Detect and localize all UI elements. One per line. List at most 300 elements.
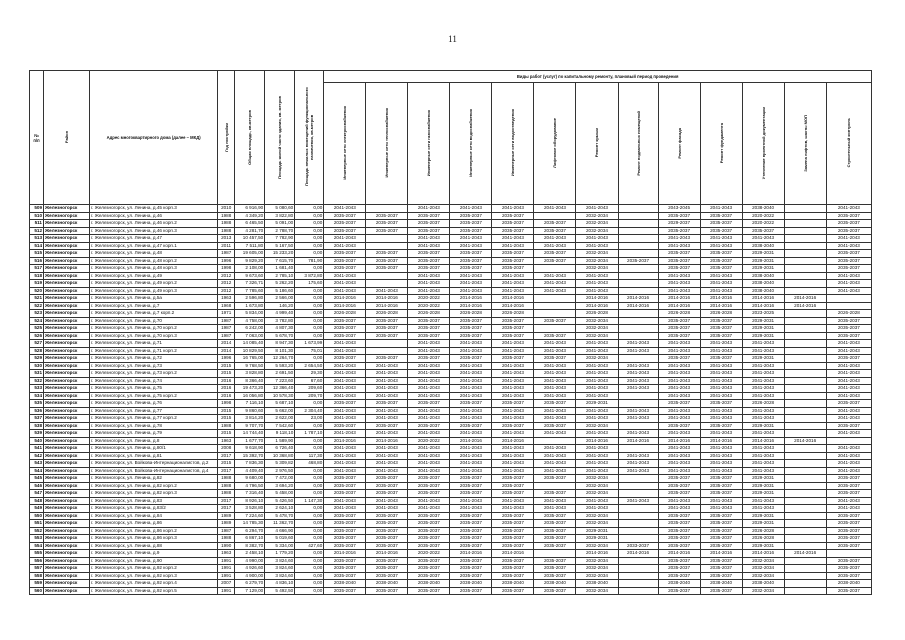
row-work-period: 2035-2037 [324,257,366,265]
row-work-period: 2035-2037 [658,482,700,490]
row-work-period: 2038-2040 [742,580,784,588]
row-work-period: 2032-2034 [576,257,618,265]
row-work-period: 2035-2037 [658,512,700,520]
row-work-period: 2035-2037 [742,227,784,235]
row-number: 531 [30,370,44,378]
row-work-period: 2041-2043 [742,445,784,453]
row-work-period: 2035-2037 [492,520,534,528]
row-district: Железногорск [44,227,90,235]
row-work-period: 2035-2037 [492,317,534,325]
row-number: 544 [30,467,44,475]
row-work-period [784,280,826,288]
row-work-period: 2035-2037 [700,257,742,265]
row-number: 530 [30,362,44,370]
row-work-period: 2041-2043 [826,362,871,370]
row-work-period: 2041-2043 [618,452,658,460]
row-work-period: 2041-2043 [324,347,366,355]
row-work-period: 2038-2040 [324,580,366,588]
row-work-period: 2035-2037 [700,557,742,565]
row-work-period: 2041-2043 [826,347,871,355]
row-work-period: 2041-2043 [576,235,618,243]
row-number: 524 [30,317,44,325]
row-work-period: 2035-2037 [324,220,366,228]
table-row [30,587,872,595]
row-address: г. Железногорск, ул. Ленина, д.76 [90,400,218,408]
row-work-period: 2035-2037 [450,587,492,595]
row-address: г. Железногорск, ул. Ленина, д.46 корп.3 [90,227,218,235]
row-work-period: 2035-2037 [324,212,366,220]
row-nonliving-area: 0,00 [295,520,324,528]
row-work-period: 2041-2043 [534,287,576,295]
row-work-period: 2032-2034 [742,557,784,565]
row-work-period: 2035-2037 [324,572,366,580]
table-row [30,557,872,565]
row-work-period: 2041-2043 [618,362,658,370]
row-living-area: 4 836,10 [265,580,295,588]
row-nonliving-area: 0,00 [295,205,324,213]
row-nonliving-area: 23,00 [295,415,324,423]
row-work-period [784,512,826,520]
row-work-period: 2041-2043 [700,385,742,393]
row-number: 535 [30,400,44,408]
row-total-area: 19 605,00 [235,250,265,258]
row-work-period: 2029-2031 [742,257,784,265]
row-number: 520 [30,287,44,295]
table-row [30,467,872,475]
row-work-period: 2035-2037 [700,512,742,520]
row-number: 556 [30,557,44,565]
table-row [30,535,872,543]
row-nonliving-area: 2 654,50 [295,362,324,370]
row-work-period: 2035-2037 [658,542,700,550]
table-row [30,385,872,393]
row-work-period: 2041-2043 [742,415,784,423]
table-row [30,505,872,513]
row-work-period: 2035-2037 [534,220,576,228]
row-nonliving-area: 0,00 [295,265,324,273]
row-work-period: 2035-2037 [408,325,450,333]
row-work-period: 2041-2043 [324,385,366,393]
row-work-period: 2035-2037 [826,355,871,363]
row-number: 553 [30,535,44,543]
row-living-area: 12 264,70 [265,355,295,363]
row-living-area: 5 309,82 [265,460,295,468]
row-work-period: 2041-2043 [658,385,700,393]
row-work-period: 2041-2043 [658,272,700,280]
row-number: 549 [30,505,44,513]
row-number: 532 [30,377,44,385]
row-work-period: 2014-2016 [366,550,408,558]
row-work-period [784,362,826,370]
row-address: г. Железногорск, ул. Ленина, д.7 [90,302,218,310]
row-nonliving-area: 0,00 [295,437,324,445]
row-address: г. Железногорск, ул. Ленина, д.81 [90,452,218,460]
table-row [30,542,872,550]
row-work-period: 2041-2043 [658,377,700,385]
row-address: г. Железногорск, ул. Ленина, д.75 корп.2 [90,392,218,400]
row-year: 1991 [218,587,235,595]
row-work-period: 2035-2037 [408,527,450,535]
row-work-period: 2041-2043 [408,460,450,468]
row-work-period: 2035-2037 [324,355,366,363]
row-work-period: 2029-2031 [742,325,784,333]
row-district: Железногорск [44,400,90,408]
row-work-period: 2035-2037 [366,557,408,565]
table-header [30,71,872,205]
row-work-period: 2035-2037 [826,400,871,408]
row-work-period: 2029-2031 [742,482,784,490]
row-living-area: 2 788,70 [265,227,295,235]
row-work-period: 2041-2043 [534,452,576,460]
row-year: 1988 [218,212,235,220]
row-work-period: 2041-2043 [700,205,742,213]
row-work-period: 2041-2043 [450,242,492,250]
row-living-area: 10 368,80 [265,452,295,460]
row-work-period [784,400,826,408]
table-row [30,250,872,258]
row-work-period: 2041-2043 [492,280,534,288]
row-work-period: 2041-2043 [408,392,450,400]
row-address: г. Железногорск, ул. Ленина, д.86 [90,520,218,528]
row-district: Железногорск [44,377,90,385]
row-number: 554 [30,542,44,550]
row-address: г. Железногорск, ул. Ленина, д.48 корп.3 [90,265,218,273]
row-work-period: 2035-2037 [408,557,450,565]
row-work-period: 2041-2043 [826,280,871,288]
row-year: 1988 [218,220,235,228]
row-year: 1987 [218,527,235,535]
row-living-area: 5 186,60 [265,287,295,295]
row-work-period: 2035-2037 [324,565,366,573]
row-number: 519 [30,280,44,288]
table-row [30,377,872,385]
row-nonliving-area: 1 673,99 [295,340,324,348]
row-year: 1963 [218,437,235,445]
row-work-period [534,325,576,333]
row-work-period: 2041-2043 [492,340,534,348]
row-work-period: 2035-2037 [534,535,576,543]
row-work-period [784,505,826,513]
row-work-period: 2041-2043 [700,430,742,438]
row-work-period: 2041-2043 [742,340,784,348]
row-total-area: 19 473,20 [235,385,265,393]
row-work-period: 2041-2043 [450,347,492,355]
row-work-period: 2041-2043 [576,415,618,423]
row-work-period: 2041-2043 [742,452,784,460]
row-work-period [784,347,826,355]
row-district: Железногорск [44,565,90,573]
row-address: г. Железногорск, ул. Ленина, д.92 корп.4 [90,580,218,588]
row-living-area: 9 118,10 [265,430,295,438]
row-total-area: 4 990,00 [235,557,265,565]
row-work-period: 2035-2037 [700,355,742,363]
row-total-area: 9 707,70 [235,422,265,430]
table-row [30,310,872,318]
row-work-period [618,392,658,400]
row-address: г. Железногорск, ул. Ленина, д.48 корп.2 [90,257,218,265]
row-total-area: 9 768,50 [235,362,265,370]
row-work-period: 2014-2016 [658,295,700,303]
row-address: г. Железногорск, ул. Ленина, д.46 [90,212,218,220]
row-number: 534 [30,392,44,400]
col-living-area-header: Площадь жилой части здания, кв. метров [265,71,295,205]
table-row [30,212,872,220]
col-index-header: № п/п [30,71,44,205]
row-work-period: 2041-2043 [324,205,366,213]
row-nonliving-area: 0,00 [295,242,324,250]
row-number: 538 [30,422,44,430]
row-address: г. Железногорск, ул. Ленина, д.82 корп.2 [90,482,218,490]
row-nonliving-area: 0,00 [295,557,324,565]
row-nonliving-area: 0,00 [295,220,324,228]
row-work-period: 2035-2037 [408,482,450,490]
row-work-period: 2035-2037 [450,535,492,543]
row-work-period: 2032-2034 [576,422,618,430]
row-work-period [784,325,826,333]
row-address: г. Железногорск, ул. Ленина, д.9 [90,550,218,558]
row-work-period: 2041-2043 [742,347,784,355]
row-year: 1991 [218,572,235,580]
row-work-period: 2035-2037 [534,250,576,258]
row-year: 1988 [218,482,235,490]
row-work-period: 2035-2037 [408,250,450,258]
work-type-header: Инженерные сети электроснабжения [324,83,366,205]
row-work-period: 2032-2034 [576,332,618,340]
row-number: 552 [30,527,44,535]
row-work-period: 2041-2043 [658,460,700,468]
row-total-area: 14 785,30 [235,520,265,528]
row-work-period: 2035-2037 [408,512,450,520]
row-total-area: 9 829,20 [235,257,265,265]
row-year: 1996 [218,355,235,363]
row-year: 2016 [218,392,235,400]
row-work-period: 2029-2037 [658,220,700,228]
row-work-period [618,317,658,325]
row-work-period: 2035-2037 [700,325,742,333]
row-work-period: 2041-2043 [534,362,576,370]
row-work-period: 2035-2037 [366,535,408,543]
row-work-period: 2041-2043 [492,497,534,505]
row-work-period [784,482,826,490]
row-number: 558 [30,572,44,580]
row-year: 1988 [218,490,235,498]
row-work-period: 2032-2034 [576,542,618,550]
row-district: Железногорск [44,295,90,303]
row-total-area: 6 294,70 [235,527,265,535]
row-living-area: 2 624,10 [265,505,295,513]
row-work-period [784,565,826,573]
row-work-period: 2014-2016 [742,437,784,445]
row-work-period: 2035-2037 [658,527,700,535]
row-work-period: 2041-2043 [534,235,576,243]
row-work-period: 2041-2043 [324,272,366,280]
table-row [30,422,872,430]
row-work-period: 2041-2043 [408,235,450,243]
row-year: 2012 [218,287,235,295]
row-district: Железногорск [44,535,90,543]
row-total-area: 16 765,00 [235,355,265,363]
row-district: Железногорск [44,242,90,250]
row-number: 512 [30,227,44,235]
row-address: г. Железногорск, ул. Ленина, д.5а [90,295,218,303]
row-work-period: 2041-2043 [492,235,534,243]
row-work-period: 2014-2016 [618,437,658,445]
work-type-header: Инженерные сети газоснабжения [408,83,450,205]
row-work-period: 2020-2022 [408,295,450,303]
row-living-area: 5 262,20 [265,280,295,288]
row-work-period: 2041-2043 [534,497,576,505]
row-number: 559 [30,580,44,588]
row-total-area: 1 677,70 [235,437,265,445]
row-address: г. Железногорск, ул. Ленина, д.75 [90,385,218,393]
row-work-period: 2035-2037 [408,520,450,528]
row-work-period: 2041-2043 [826,287,871,295]
row-number: 543 [30,460,44,468]
row-number: 516 [30,257,44,265]
row-work-period: 2035-2037 [492,212,534,220]
row-work-period: 2014-2016 [576,302,618,310]
row-nonliving-area: 0,00 [295,235,324,243]
work-type-header: Инженерные сети водоснабжения [450,83,492,205]
row-work-period: 2035-2037 [534,355,576,363]
row-work-period: 2041-2043 [366,377,408,385]
row-work-period: 2035-2037 [324,527,366,535]
row-number: 548 [30,497,44,505]
row-work-period [618,280,658,288]
row-work-period: 2029-2031 [742,512,784,520]
row-work-period: 2041-2043 [742,377,784,385]
row-number: 509 [30,205,44,213]
row-nonliving-area: 0,00 [295,310,324,318]
row-work-period: 2041-2043 [826,377,871,385]
row-work-period: 2035-2037 [408,400,450,408]
row-total-area: 7 316,40 [235,490,265,498]
row-work-period: 2041-2043 [324,280,366,288]
row-work-period: 2038-2040 [826,580,871,588]
row-work-period: 2041-2043 [366,452,408,460]
row-work-period: 2041-2043 [492,242,534,250]
row-living-area: 5 593,20 [265,362,295,370]
row-work-period: 2035-2037 [700,422,742,430]
row-year: 2016 [218,385,235,393]
row-work-period [784,460,826,468]
row-year: 1989 [218,520,235,528]
row-work-period: 2035-2037 [826,250,871,258]
row-living-area: 7 542,60 [265,422,295,430]
row-work-period: 2035-2037 [450,325,492,333]
table-row [30,460,872,468]
row-living-area: 1 779,20 [265,550,295,558]
row-work-period: 2041-2043 [700,407,742,415]
row-work-period: 2032-2034 [742,572,784,580]
row-work-period: 2035-2037 [366,520,408,528]
table-row [30,332,872,340]
row-work-period [618,587,658,595]
row-work-period [784,475,826,483]
row-work-period: 2035-2037 [826,332,871,340]
row-work-period: 2032-2034 [576,475,618,483]
row-work-period: 2041-2043 [492,392,534,400]
row-address: г. Железногорск, ул. Ленина, д.73 корп.2 [90,370,218,378]
row-district: Железногорск [44,347,90,355]
row-work-period [618,325,658,333]
row-work-period: 2041-2043 [826,445,871,453]
work-type-header: Ремонт подвальных помещений [618,83,658,205]
row-work-period: 2035-2037 [492,250,534,258]
row-work-period: 2038-2040 [742,205,784,213]
row-district: Железногорск [44,310,90,318]
row-living-area: 7 472,00 [265,475,295,483]
row-work-period: 2035-2037 [492,542,534,550]
row-work-period: 2035-2037 [658,520,700,528]
row-address: г. Железногорск, ул. Ленина, д.82 [90,475,218,483]
row-district: Железногорск [44,490,90,498]
row-work-period: 2035-2037 [366,325,408,333]
row-work-period: 2035-2037 [700,227,742,235]
row-work-period [784,572,826,580]
row-work-period: 2035-2037 [408,355,450,363]
row-work-period: 2035-2037 [534,400,576,408]
row-work-period: 2026-2028 [408,310,450,318]
row-work-period: 2038-2040 [366,580,408,588]
row-work-period: 2041-2043 [534,340,576,348]
row-work-period: 2035-2037 [492,512,534,520]
row-nonliving-area: 781,90 [295,257,324,265]
row-work-period: 2035-2037 [826,520,871,528]
row-work-period: 2041-2043 [408,272,450,280]
row-nonliving-area: 0,00 [295,467,324,475]
row-work-period: 2014-2016 [618,302,658,310]
row-work-period: 2041-2043 [366,392,408,400]
row-work-period: 2035-2037 [492,587,534,595]
row-work-period: 2026-2028 [658,310,700,318]
row-work-period: 2041-2043 [366,505,408,513]
row-work-period [618,235,658,243]
row-work-period: 2035-2037 [408,542,450,550]
row-district: Железногорск [44,430,90,438]
row-work-period: 2041-2043 [534,385,576,393]
row-nonliving-area: 3 872,80 [295,272,324,280]
row-address: г. Железногорск, ул. Ленина, д.80/1 [90,445,218,453]
row-work-period: 2035-2037 [534,565,576,573]
row-work-period: 2035-2037 [826,557,871,565]
row-work-period: 2041-2043 [700,235,742,243]
row-district: Железногорск [44,422,90,430]
row-work-period: 2041-2043 [658,370,700,378]
row-living-area: 7 223,60 [265,377,295,385]
row-living-area: 15 233,20 [265,250,295,258]
table-row [30,520,872,528]
row-address: г. Железногорск, ул. Ленина, д.48 [90,250,218,258]
row-number: 540 [30,437,44,445]
row-district: Железногорск [44,265,90,273]
row-total-area: 10 457,50 [235,235,265,243]
row-work-period: 2032-2034 [742,565,784,573]
row-work-period: 2041-2043 [576,392,618,400]
row-work-period: 2041-2043 [492,467,534,475]
row-work-period: 2029-2031 [742,475,784,483]
row-work-period: 2032-2034 [576,325,618,333]
row-work-period: 2035-2037 [450,332,492,340]
row-number: 557 [30,565,44,573]
row-work-period: 2014-2016 [700,302,742,310]
row-total-area: 6 465,50 [235,220,265,228]
table-row [30,362,872,370]
row-work-period: 2035-2037 [658,332,700,340]
row-work-period: 2035-2037 [658,257,700,265]
row-district: Железногорск [44,370,90,378]
row-address: г. Железногорск, ул. Ленина, д.79 [90,430,218,438]
